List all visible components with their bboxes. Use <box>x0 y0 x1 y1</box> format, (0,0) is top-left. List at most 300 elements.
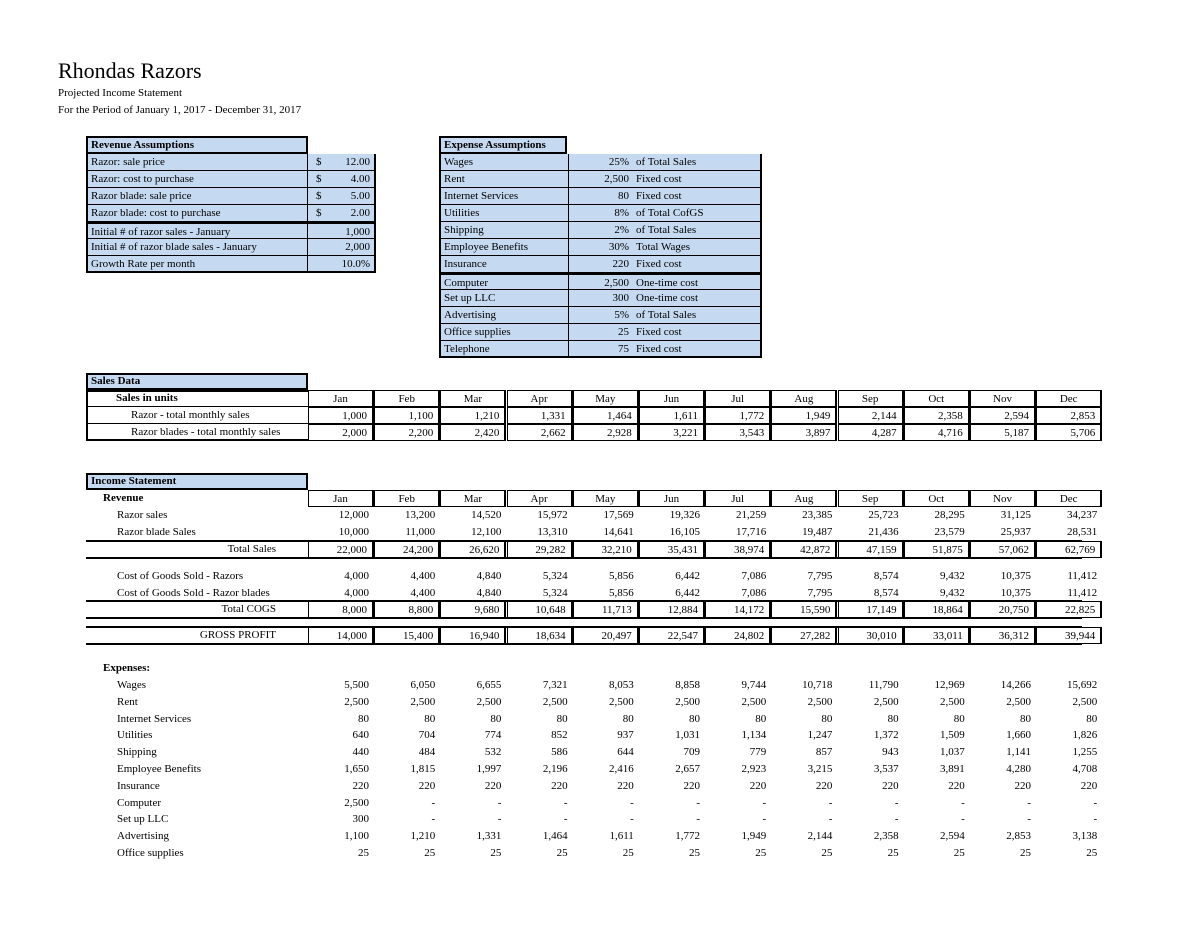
value-cell: 1,210 <box>410 830 436 843</box>
company-title: Rhondas Razors <box>58 58 202 83</box>
value-cell: 5,187 <box>970 424 1036 441</box>
value-cell: 7,321 <box>542 679 568 691</box>
value-cell: 17,716 <box>735 526 767 538</box>
divider <box>86 423 308 424</box>
expenses-label: Expenses: <box>103 662 151 674</box>
expense-assumption-label: Insurance <box>441 256 569 272</box>
expense-assumption-basis: One-time cost <box>633 275 760 289</box>
value-cell: 80 <box>1086 712 1098 725</box>
value-cell: 943 <box>882 746 899 759</box>
value-cell: - <box>497 813 502 826</box>
expense-row <box>0 778 1200 795</box>
value-cell: 1,826 <box>1072 729 1098 742</box>
value-cell: 9,680 <box>440 601 506 618</box>
value-cell: 2,500 <box>940 695 965 708</box>
row-label: Total COGS <box>221 603 276 615</box>
value-cell: 1,331 <box>476 830 502 843</box>
value-cell: 1,210 <box>440 407 506 424</box>
expense-assumption-label: Wages <box>441 154 569 170</box>
month-header-jun: Jun <box>639 490 705 507</box>
value-cell: 1,509 <box>940 729 965 742</box>
value-cell: 8,858 <box>675 679 700 691</box>
value-cell: 8,000 <box>308 601 374 618</box>
value-cell: 2,594 <box>940 830 965 843</box>
row-label: Cost of Goods Sold - Razor blades <box>117 587 270 599</box>
revenue-assumption-row <box>86 256 376 273</box>
value-cell: 937 <box>617 729 634 742</box>
month-header-sep: Sep <box>838 390 904 407</box>
value-cell: 22,825 <box>1036 601 1102 618</box>
value-cell: 2,416 <box>609 763 634 775</box>
value-cell: 25,723 <box>868 509 899 521</box>
currency-symbol: $ <box>308 171 330 187</box>
value-cell: 2,923 <box>741 763 767 775</box>
value-cell: 5,324 <box>542 570 568 582</box>
revenue-assumption-value: 2.00 <box>330 205 374 221</box>
value-cell: 4,708 <box>1072 763 1098 775</box>
value-cell: 300 <box>352 813 369 826</box>
value-cell: 9,744 <box>741 679 767 691</box>
value-cell: - <box>961 796 965 809</box>
value-cell: 31,125 <box>1000 509 1031 521</box>
value-cell: 14,641 <box>603 526 634 538</box>
revenue-assumption-label: Razor: sale price <box>88 154 308 170</box>
value-cell: 2,500 <box>807 695 833 708</box>
gross-profit-row <box>0 627 1200 644</box>
row-label: Internet Services <box>117 712 192 725</box>
expense-assumption-row <box>439 188 762 205</box>
value-cell: 5,500 <box>344 679 369 691</box>
value-cell: 6,655 <box>476 679 502 691</box>
value-cell: 1,611 <box>609 830 634 843</box>
value-cell: 80 <box>424 712 436 725</box>
row-label: Razor sales <box>117 509 168 521</box>
value-cell: 26,620 <box>440 541 506 558</box>
value-cell: 16,940 <box>440 627 506 644</box>
value-cell: 1,949 <box>741 830 767 843</box>
value-cell: 220 <box>484 779 502 792</box>
expense-assumption-value: 8% <box>569 205 633 221</box>
value-cell: 6,050 <box>410 679 436 691</box>
expense-assumption-row <box>439 324 762 341</box>
sales-label-box <box>86 390 308 441</box>
value-cell: 34,237 <box>1066 509 1098 521</box>
revenue-assumption-row <box>86 154 376 171</box>
value-cell: 3,221 <box>639 424 705 441</box>
revenue-assumption-label: Initial # of razor sales - January <box>88 224 308 238</box>
month-header-oct: Oct <box>904 390 970 407</box>
month-header-jul: Jul <box>705 490 771 507</box>
value-cell: 220 <box>1014 779 1031 792</box>
value-cell: 1,134 <box>741 729 767 742</box>
value-cell: 2,657 <box>675 763 700 775</box>
revenue-assumption-row <box>86 171 376 188</box>
value-cell: 7,086 <box>741 570 767 582</box>
expense-row <box>0 677 1200 694</box>
value-cell: - <box>563 796 568 809</box>
value-cell: 10,718 <box>802 679 833 691</box>
month-header-nov: Nov <box>970 490 1036 507</box>
expense-assumption-value: 220 <box>569 256 633 272</box>
value-cell: 2,358 <box>904 407 970 424</box>
value-cell: 80 <box>887 712 899 725</box>
expense-assumption-value: 300 <box>569 290 633 306</box>
expense-assumption-row <box>439 154 762 171</box>
revenue-assumption-value: 12.00 <box>330 154 374 170</box>
value-cell: 12,100 <box>471 526 502 538</box>
value-cell: 220 <box>749 779 767 792</box>
expense-assumption-label: Set up LLC <box>441 290 569 306</box>
revenue-assumptions-table <box>86 136 376 274</box>
value-cell: 1,100 <box>374 407 440 424</box>
expense-assumption-label: Advertising <box>441 307 569 323</box>
income-statement-title: Income Statement <box>86 473 308 490</box>
expense-assumption-basis: Fixed cost <box>633 256 760 272</box>
value-cell: 25 <box>1020 847 1031 859</box>
value-cell: 11,790 <box>868 679 899 691</box>
month-header-oct: Oct <box>904 490 970 507</box>
row-label: Razor blades - total monthly sales <box>131 426 281 438</box>
value-cell: 2,144 <box>838 407 904 424</box>
value-cell: 7,086 <box>741 587 767 599</box>
value-cell: 15,692 <box>1066 679 1098 691</box>
value-cell: 2,500 <box>873 695 899 708</box>
sales-data-title: Sales Data <box>86 373 308 390</box>
value-cell: 4,716 <box>904 424 970 441</box>
revenue-assumption-value: 4.00 <box>330 171 374 187</box>
expense-assumption-row <box>439 290 762 307</box>
month-header-apr: Apr <box>507 490 573 507</box>
value-cell: 1,372 <box>873 729 899 742</box>
value-cell: 17,149 <box>838 601 904 618</box>
value-cell: 2,500 <box>675 695 700 708</box>
value-cell: - <box>1093 813 1098 826</box>
expense-row <box>0 845 1200 862</box>
value-cell: 2,500 <box>476 695 502 708</box>
value-cell: - <box>497 796 502 809</box>
value-cell: 2,500 <box>741 695 767 708</box>
revenue-assumption-value: 10.0% <box>308 256 374 271</box>
currency-symbol: $ <box>308 205 330 221</box>
value-cell: 10,375 <box>1000 587 1031 599</box>
value-cell: 80 <box>622 712 634 725</box>
divider <box>86 643 1082 645</box>
value-cell: 28,295 <box>934 509 965 521</box>
expense-row <box>0 795 1200 812</box>
value-cell: 220 <box>1080 779 1098 792</box>
value-cell: 39,944 <box>1036 627 1102 644</box>
value-cell: 47,159 <box>838 541 904 558</box>
expense-assumption-row <box>439 239 762 256</box>
expense-row <box>0 727 1200 744</box>
expense-row <box>0 694 1200 711</box>
value-cell: 15,972 <box>537 509 568 521</box>
value-cell: 1,031 <box>675 729 700 742</box>
value-cell: - <box>696 796 700 809</box>
value-cell: 12,969 <box>934 679 965 691</box>
value-cell: 38,974 <box>705 541 771 558</box>
expense-assumption-value: 5% <box>569 307 633 323</box>
value-cell: 704 <box>418 729 436 742</box>
value-cell: - <box>431 796 436 809</box>
value-cell: 484 <box>418 746 436 759</box>
row-label: Razor blade Sales <box>117 526 196 538</box>
expense-assumption-value: 2% <box>569 222 633 238</box>
value-cell: 15,400 <box>374 627 440 644</box>
value-cell: 12,000 <box>338 509 369 521</box>
expense-assumption-label: Rent <box>441 171 569 187</box>
value-cell: 1,772 <box>675 830 700 843</box>
value-cell: 19,487 <box>802 526 833 538</box>
value-cell: 25 <box>1086 847 1098 859</box>
expenses-label-row <box>0 660 308 677</box>
value-cell: 80 <box>755 712 767 725</box>
value-cell: 18,634 <box>507 627 573 644</box>
revenue-assumption-row <box>86 205 376 222</box>
cogs-razors-row <box>0 568 1200 585</box>
value-cell: 3,215 <box>807 763 833 775</box>
expense-assumption-label: Office supplies <box>441 324 569 340</box>
expense-assumption-basis: Fixed cost <box>633 171 760 187</box>
expense-assumption-row <box>439 222 762 239</box>
expense-row <box>0 711 1200 728</box>
value-cell: 1,331 <box>507 407 573 424</box>
value-cell: - <box>1027 796 1031 809</box>
value-cell: 1,949 <box>771 407 837 424</box>
value-cell: 586 <box>551 746 568 759</box>
value-cell: 4,287 <box>838 424 904 441</box>
revenue-assumption-row <box>86 188 376 205</box>
value-cell: 440 <box>352 746 369 759</box>
expense-assumption-value: 75 <box>569 341 633 356</box>
value-cell: 42,872 <box>771 541 837 558</box>
value-cell: - <box>696 813 700 826</box>
value-cell: 9,432 <box>940 570 965 582</box>
value-cell: 2,500 <box>1072 695 1098 708</box>
value-cell: 13,200 <box>404 509 436 521</box>
month-header-mar: Mar <box>440 490 506 507</box>
revenue-assumption-label: Initial # of razor blade sales - January <box>88 239 308 255</box>
value-cell: 80 <box>953 712 965 725</box>
row-label: Shipping <box>117 746 157 759</box>
value-cell: 1,100 <box>344 830 369 843</box>
value-cell: 4,400 <box>410 587 436 599</box>
expense-row <box>0 811 1200 828</box>
revenue-assumption-label: Razor blade: sale price <box>88 188 308 204</box>
value-cell: - <box>828 796 833 809</box>
value-cell: 220 <box>617 779 634 792</box>
expense-assumption-row <box>439 256 762 273</box>
expense-assumption-value: 80 <box>569 188 633 204</box>
value-cell: - <box>762 813 767 826</box>
value-cell: 8,800 <box>374 601 440 618</box>
value-cell: 1,141 <box>1006 746 1031 759</box>
month-header-nov: Nov <box>970 390 1036 407</box>
revenue-assumption-label: Razor: cost to purchase <box>88 171 308 187</box>
currency-symbol: $ <box>308 154 330 170</box>
row-label: Total Sales <box>227 543 276 555</box>
expense-assumption-basis: Fixed cost <box>633 188 760 204</box>
value-cell: 7,795 <box>807 587 833 599</box>
revenue-assumption-row <box>86 239 376 256</box>
value-cell: 20,750 <box>970 601 1036 618</box>
revenue-assumption-value: 2,000 <box>308 239 374 255</box>
value-cell: 640 <box>352 729 369 742</box>
value-cell: 220 <box>882 779 899 792</box>
value-cell: 2,500 <box>609 695 634 708</box>
value-cell: 80 <box>358 712 369 725</box>
value-cell: 23,385 <box>802 509 833 521</box>
report-period: For the Period of January 1, 2017 - December 31, 2017 <box>58 104 302 116</box>
value-cell: 8,574 <box>873 587 899 599</box>
value-cell: 30,010 <box>838 627 904 644</box>
expense-assumptions-table <box>439 136 762 358</box>
expense-assumption-basis: Total Wages <box>633 239 760 255</box>
value-cell: 14,520 <box>471 509 502 521</box>
value-cell: 14,000 <box>308 627 374 644</box>
expense-assumption-basis: of Total CofGS <box>633 205 760 221</box>
value-cell: 2,144 <box>807 830 833 843</box>
expense-assumptions-title: Expense Assumptions <box>439 136 567 154</box>
revenue-assumptions-title: Revenue Assumptions <box>86 136 308 154</box>
value-cell: 2,500 <box>1006 695 1031 708</box>
value-cell: 20,497 <box>573 627 639 644</box>
revenue-assumption-value: 1,000 <box>308 224 374 238</box>
value-cell: 4,000 <box>344 587 369 599</box>
value-cell: 220 <box>551 779 568 792</box>
value-cell: 28,531 <box>1066 526 1098 538</box>
value-cell: 12,884 <box>639 601 705 618</box>
value-cell: 2,594 <box>970 407 1036 424</box>
row-label: Office supplies <box>117 847 184 859</box>
value-cell: 1,247 <box>807 729 833 742</box>
value-cell: 1,255 <box>1072 746 1098 759</box>
value-cell: 779 <box>749 746 767 759</box>
value-cell: 2,000 <box>308 424 374 441</box>
value-cell: 2,500 <box>410 695 436 708</box>
month-header-feb: Feb <box>374 390 440 407</box>
value-cell: 3,543 <box>705 424 771 441</box>
report-subtitle: Projected Income Statement <box>58 87 183 99</box>
value-cell: 1,464 <box>573 407 639 424</box>
expense-assumption-basis: of Total Sales <box>633 222 760 238</box>
value-cell: 25 <box>755 847 767 859</box>
month-header-dec: Dec <box>1036 390 1102 407</box>
expense-assumption-basis: Fixed cost <box>633 341 760 356</box>
value-cell: 6,442 <box>675 587 700 599</box>
value-cell: 4,840 <box>476 587 502 599</box>
value-cell: 2,928 <box>573 424 639 441</box>
value-cell: 11,412 <box>1067 587 1098 599</box>
value-cell: 25 <box>490 847 502 859</box>
value-cell: 1,815 <box>410 763 436 775</box>
value-cell: 857 <box>815 746 833 759</box>
value-cell: 4,400 <box>410 570 436 582</box>
value-cell: 1,037 <box>940 746 965 759</box>
expense-assumption-value: 30% <box>569 239 633 255</box>
value-cell: 25 <box>622 847 634 859</box>
expense-assumption-value: 2,500 <box>569 275 633 289</box>
value-cell: 25 <box>821 847 833 859</box>
revenue-label: Revenue <box>103 492 144 504</box>
value-cell: 709 <box>683 746 700 759</box>
expense-assumption-row <box>439 273 762 290</box>
expense-row <box>0 761 1200 778</box>
value-cell: 5,856 <box>609 570 634 582</box>
expense-assumption-basis: Fixed cost <box>633 324 760 340</box>
value-cell: 7,795 <box>807 570 833 582</box>
value-cell: 51,875 <box>904 541 970 558</box>
value-cell: 8,574 <box>873 570 899 582</box>
value-cell: 644 <box>617 746 634 759</box>
value-cell: - <box>1027 813 1031 826</box>
value-cell: 57,062 <box>970 541 1036 558</box>
divider <box>86 406 308 407</box>
value-cell: - <box>762 796 767 809</box>
month-header-may: May <box>573 390 639 407</box>
month-header-jan: Jan <box>308 490 374 507</box>
value-cell: 2,358 <box>873 830 899 843</box>
expense-assumption-row <box>439 171 762 188</box>
value-cell: 16,105 <box>669 526 700 538</box>
value-cell: 1,611 <box>639 407 705 424</box>
row-label: Utilities <box>117 729 153 742</box>
expense-assumption-value: 25% <box>569 154 633 170</box>
value-cell: 11,000 <box>405 526 436 538</box>
expense-assumption-label: Utilities <box>441 205 569 221</box>
row-label: Advertising <box>117 830 169 843</box>
value-cell: 1,000 <box>308 407 374 424</box>
value-cell: 10,000 <box>338 526 369 538</box>
value-cell: - <box>894 796 899 809</box>
value-cell: 852 <box>551 729 568 742</box>
value-cell: 25 <box>689 847 700 859</box>
expense-assumption-label: Telephone <box>441 341 569 356</box>
value-cell: 9,432 <box>940 587 965 599</box>
value-cell: 21,259 <box>735 509 767 521</box>
value-cell: 774 <box>484 729 502 742</box>
value-cell: 220 <box>418 779 436 792</box>
value-cell: - <box>1093 796 1098 809</box>
value-cell: 2,853 <box>1036 407 1102 424</box>
value-cell: 2,662 <box>507 424 573 441</box>
currency-symbol: $ <box>308 188 330 204</box>
value-cell: 3,138 <box>1072 830 1098 843</box>
month-header-aug: Aug <box>771 490 837 507</box>
value-cell: 5,856 <box>609 587 634 599</box>
value-cell: 1,660 <box>1006 729 1031 742</box>
value-cell: 4,280 <box>1006 763 1031 775</box>
value-cell: 2,853 <box>1006 830 1031 843</box>
value-cell: 80 <box>556 712 568 725</box>
row-label: Wages <box>117 679 147 691</box>
value-cell: 4,000 <box>344 570 369 582</box>
row-label: GROSS PROFIT <box>199 629 276 641</box>
blade-sales-row <box>0 524 1200 541</box>
value-cell: 36,312 <box>970 627 1036 644</box>
value-cell: 1,772 <box>705 407 771 424</box>
value-cell: 5,706 <box>1036 424 1102 441</box>
value-cell: 3,891 <box>940 763 965 775</box>
value-cell: 10,648 <box>507 601 573 618</box>
value-cell: 32,210 <box>573 541 639 558</box>
value-cell: 11,713 <box>573 601 639 618</box>
value-cell: 3,537 <box>873 763 899 775</box>
value-cell: 33,011 <box>904 627 970 644</box>
value-cell: - <box>630 796 634 809</box>
income-month-header <box>0 490 1200 507</box>
month-header-jan: Jan <box>308 390 374 407</box>
